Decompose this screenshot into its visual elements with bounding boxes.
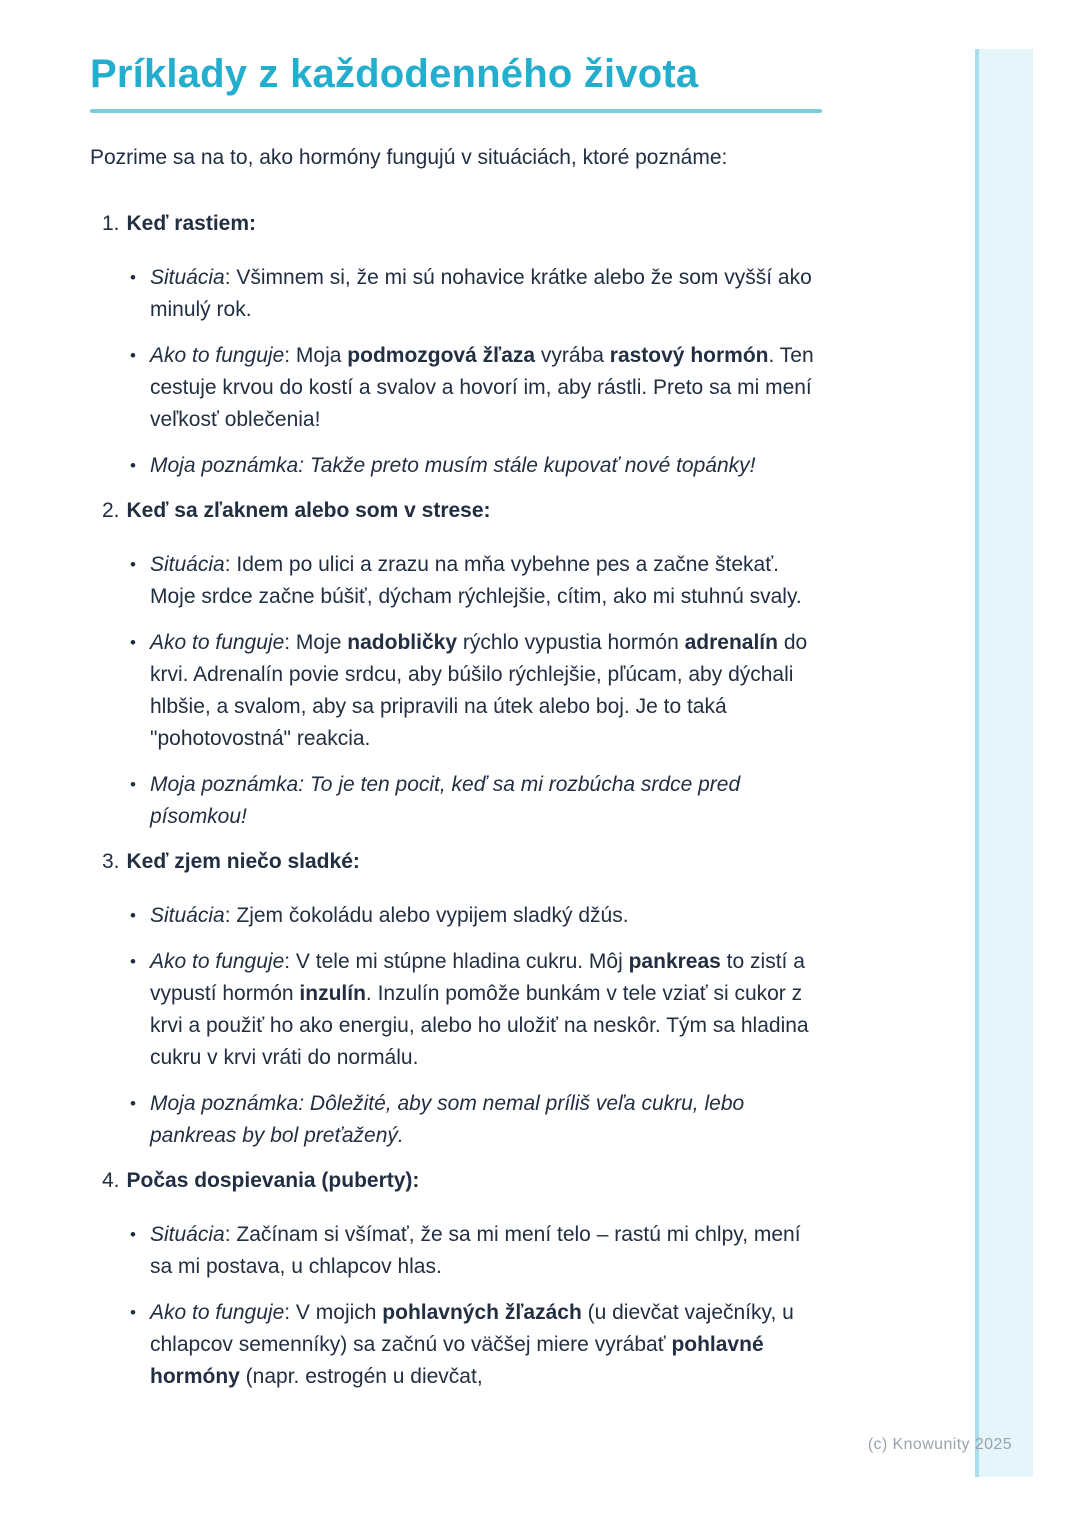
bullet-text (150, 1088, 818, 1152)
bullet-dot-icon: • (130, 268, 136, 287)
text-segment: nadobličky (347, 631, 457, 654)
bullet-list (90, 549, 830, 833)
text-segment: Situácia (150, 553, 225, 576)
text-segment: Moja poznámka: Dôležité, aby som nemal príliš veľa cukru, lebo pankreas by bol preťažený. (150, 1092, 745, 1147)
bullet-dot-icon: • (130, 555, 136, 574)
bullet-dot-icon: • (130, 775, 136, 794)
text-segment: pohlavných žľazách (382, 1301, 582, 1324)
section-item (90, 848, 830, 1152)
intro-text: Pozrime sa na to, ako hormóny fungujú v situáciách, ktoré poznáme: (90, 146, 728, 169)
bullet-dot-icon: • (130, 1303, 136, 1322)
text-segment: : Všimnem si, že mi sú nohavice krátke alebo že som vyšší ako minulý rok. (150, 266, 812, 321)
copyright-watermark: (c) Knowunity 2025 (867, 1436, 1012, 1453)
bullet-dot-icon: • (130, 906, 136, 925)
section-number: 4. (102, 1169, 120, 1192)
text-segment: Situácia (150, 904, 225, 927)
bullet-text (150, 1297, 818, 1393)
text-segment: rastový hormón (609, 344, 769, 367)
bullet-item (130, 900, 830, 932)
examples-list (90, 210, 830, 1393)
bullet-text (150, 900, 818, 932)
bullet-text (150, 450, 818, 482)
section-heading (90, 1167, 830, 1195)
text-segment: . Ten cestuje krvou do kostí a svalov a hovorí im, aby rástli. Preto sa mi mení veľkosť oblečenia! (150, 344, 814, 431)
bullet-item (130, 1219, 830, 1283)
section-heading-text: Keď zjem niečo sladké: (126, 850, 360, 873)
bullet-list (90, 900, 830, 1152)
text-segment: : V mojich (284, 1301, 383, 1324)
bullet-text (150, 1219, 818, 1283)
bullet-list (90, 262, 830, 482)
text-segment: Moja poznámka: Takže preto musím stále kupovať nové topánky! (150, 454, 756, 477)
section-heading (90, 497, 830, 525)
text-segment: : Moja (284, 344, 348, 367)
section-heading (90, 848, 830, 876)
bullet-dot-icon: • (130, 952, 136, 971)
section-number: 2. (102, 499, 120, 522)
bullet-list (90, 1219, 830, 1393)
bullet-dot-icon: • (130, 1094, 136, 1113)
text-segment: podmozgová žľaza (347, 344, 536, 367)
bullet-item (130, 1088, 830, 1152)
text-segment: Ako to funguje (150, 950, 285, 973)
section-number: 1. (102, 212, 120, 235)
bullet-dot-icon: • (130, 346, 136, 365)
bullet-item (130, 769, 830, 833)
bullet-item (130, 627, 830, 755)
bullet-text (150, 627, 818, 755)
section-heading-text: Počas dospievania (puberty): (126, 1169, 420, 1192)
text-segment: rýchlo vypustia hormón (457, 631, 685, 654)
text-segment: (napr. estrogén u dievčat, (239, 1365, 483, 1388)
text-segment: Situácia (150, 1223, 225, 1246)
bullet-item (130, 946, 830, 1074)
bullet-dot-icon: • (130, 1225, 136, 1244)
section-item (90, 497, 830, 833)
text-segment: (u dievčat vaječníky, u chlapcov semenníky) sa začnú vo väčšej miere vyrábať (150, 1301, 794, 1356)
text-segment: Situácia (150, 266, 225, 289)
text-segment: : Moje (284, 631, 348, 654)
text-segment: : Začínam si všímať, že sa mi mení telo – rastú mi chlpy, mení sa mi postava, u chlapcov hlas. (150, 1223, 801, 1278)
text-segment: vyrába (535, 344, 610, 367)
section-heading-text: Keď rastiem: (126, 212, 256, 235)
text-segment: : V tele mi stúpne hladina cukru. Môj (284, 950, 629, 973)
text-segment: Ako to funguje (150, 1301, 285, 1324)
title-underline (90, 109, 822, 113)
page-title: Príklady z každodenného života (90, 52, 699, 96)
bullet-item (130, 549, 830, 613)
bullet-item (130, 450, 830, 482)
text-segment: . Inzulín pomôže bunkám v tele vziať si cukor z krvi a použiť ho ako energiu, alebo ho uložiť na neskôr. Tým sa hladina cukru v krvi vráti do normálu. (150, 982, 809, 1069)
section-item (90, 1167, 830, 1393)
text-segment: pankreas (628, 950, 721, 973)
section-item (90, 210, 830, 482)
bullet-item (130, 340, 830, 436)
bullet-dot-icon: • (130, 456, 136, 475)
text-segment: adrenalín (684, 631, 778, 654)
text-segment: Ako to funguje (150, 344, 285, 367)
bullet-item (130, 1297, 830, 1393)
text-segment: inzulín (299, 982, 366, 1005)
section-heading (90, 210, 830, 238)
document-page (90, 52, 830, 1395)
text-segment: Moja poznámka: To je ten pocit, keď sa mi rozbúcha srdce pred písomkou! (150, 773, 741, 828)
bullet-text (150, 946, 818, 1074)
text-segment: to zistí a vypustí hormón (150, 950, 805, 1005)
bullet-text (150, 549, 818, 613)
bullet-text (150, 769, 818, 833)
section-heading-text: Keď sa zľaknem alebo som v strese: (126, 499, 491, 522)
text-segment: do krvi. Adrenalín povie srdcu, aby búšilo rýchlejšie, pľúcam, aby dýchali hlbšie, a svalom, aby sa pripravili na útek alebo boj. Je to taká "pohotovostná" reakcia. (150, 631, 808, 750)
bullet-text (150, 340, 818, 436)
text-segment: : Idem po ulici a zrazu na mňa vybehne pes a začne štekať. Moje srdce začne búšiť, dýcham rýchlejšie, cítim, ako mi stuhnú svaly. (150, 553, 802, 608)
text-segment: Ako to funguje (150, 631, 285, 654)
section-number: 3. (102, 850, 120, 873)
text-segment: : Zjem čokoládu alebo vypijem sladký džús. (224, 904, 629, 927)
bullet-text (150, 262, 818, 326)
decorative-stripe (975, 49, 1033, 1477)
bullet-item (130, 262, 830, 326)
text-segment: pohlavné hormóny (150, 1333, 764, 1388)
bullet-dot-icon: • (130, 633, 136, 652)
